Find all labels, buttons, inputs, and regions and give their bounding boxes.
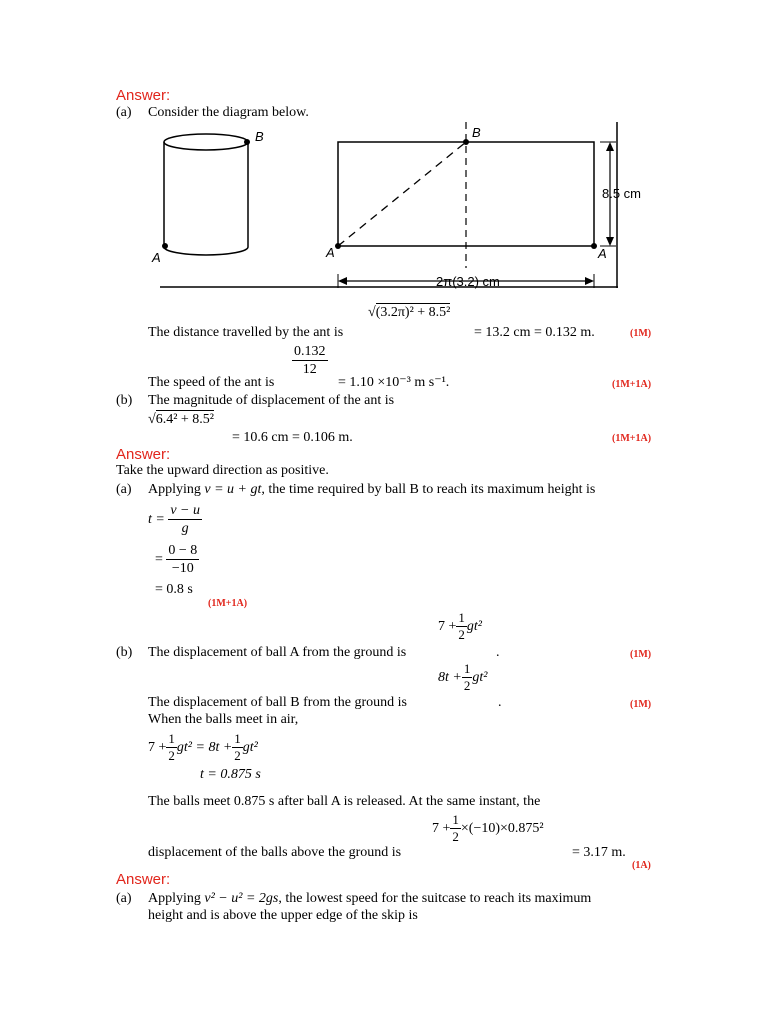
height-expr-post: ×(−10)×0.875²: [460, 820, 544, 836]
time-numerator-values: 0 − 8: [166, 543, 199, 560]
half-numerator: 1: [456, 611, 467, 627]
rect-point-a-left: [335, 243, 341, 249]
unrolled-rectangle: [335, 122, 597, 268]
ball-b-expr-pre: 8t +: [438, 669, 462, 685]
speed-result: = 1.10 ×10⁻³ m s⁻¹.: [338, 375, 450, 390]
time-numerator-symbolic: v − u: [168, 503, 202, 520]
suitcase-description: , the lowest speed for the suitcase to reach its maximum: [278, 891, 592, 906]
part-b-label-2: (b): [116, 645, 133, 660]
rect-label-b: B: [472, 125, 481, 140]
half-denominator: 2: [458, 627, 465, 643]
part-a-text-2: [148, 483, 595, 497]
height-expression: [432, 813, 544, 845]
time-mark: (1M+1A): [208, 598, 248, 609]
applying-text: Applying: [148, 482, 201, 497]
half-numerator-b: 1: [462, 662, 473, 678]
cylinder-point-a: [162, 243, 168, 249]
kinematic-equation: v² − u² = 2gs: [204, 891, 279, 906]
part-b-text: The magnitude of displacement of the ant is: [148, 393, 395, 408]
time-description: , the time required by ball B to reach its maximum height is: [261, 482, 596, 497]
ball-a-expr-post: gt²: [466, 618, 482, 634]
part-b-label: (b): [116, 393, 133, 408]
meet-eq-left: 7 +: [148, 739, 167, 755]
meet-equation: [148, 732, 258, 764]
distance-text: The distance travelled by the ant is: [148, 325, 344, 340]
half-denominator-c: 2: [168, 748, 175, 764]
meet-time: [200, 768, 261, 782]
half-denominator-e: 2: [452, 829, 459, 845]
rect-point-a-right: [591, 243, 597, 249]
displacement-radicand: 6.4² + 8.5²: [155, 412, 214, 427]
time-denominator-values: −10: [171, 561, 194, 577]
velocity-equation: v = u + gt: [204, 482, 262, 497]
width-label: 2π(3.2) cm: [436, 274, 500, 289]
ball-b-mark: (1M): [630, 699, 652, 710]
meet-eq-right: gt²: [242, 739, 258, 755]
meet-time-value: t = 0.875 s: [200, 767, 261, 782]
speed-denominator: 12: [302, 362, 317, 378]
answer-heading-1: Answer:: [116, 87, 171, 104]
meet-text: When the balls meet in air,: [148, 712, 299, 727]
ball-a-text: The displacement of ball A from the ground is: [148, 645, 407, 660]
period-1: .: [496, 645, 500, 660]
ant-path-line: [338, 142, 466, 246]
rect-label-a-left: A: [326, 245, 335, 260]
rect-label-a-right: A: [598, 246, 607, 261]
direction-intro: Take the upward direction as positive.: [116, 463, 329, 478]
cylinder-label-b: B: [255, 129, 264, 144]
height-result: = 3.17 m.: [572, 845, 626, 860]
part-a-intro: Consider the diagram below.: [148, 105, 309, 120]
part-a-label: (a): [116, 105, 132, 120]
half-denominator-d: 2: [234, 748, 241, 764]
ball-b-expression: [438, 662, 487, 694]
ball-a-mark: (1M): [630, 649, 652, 660]
ball-b-expr-post: gt²: [472, 669, 488, 685]
answer-heading-3: Answer:: [116, 871, 171, 888]
speed-mark: (1M+1A): [612, 379, 652, 390]
ant-path-diagram: [0, 0, 768, 300]
time-substitution: = $\frac{0 - 8}{-10}$: [155, 543, 198, 577]
ball-a-expr-pre: 7 +: [438, 618, 457, 634]
time-formula: [148, 503, 202, 537]
period-2: .: [498, 695, 502, 710]
distance-result: = 13.2 cm = 0.132 m.: [474, 325, 595, 340]
half-numerator-c: 1: [166, 732, 177, 748]
distance-mark: (1M): [630, 328, 652, 339]
part-a-text-3-line2: height and is above the upper edge of the skip is: [148, 908, 418, 923]
displacement-mark: (1M+1A): [612, 433, 652, 444]
height-expr-pre: 7 +: [432, 820, 451, 836]
half-denominator-b: 2: [463, 678, 471, 694]
displacement-result: = 10.6 cm = 0.106 m.: [232, 430, 353, 445]
distance-radicand: (3.2π)² + 8.5²: [375, 305, 451, 320]
speed-fraction: [292, 344, 328, 378]
meet-eq-mid: gt² = 8t +: [176, 739, 233, 755]
ball-b-text: The displacement of ball B from the ground is: [148, 695, 407, 710]
distance-expression: √(3.2π)² + 8.5²: [368, 305, 451, 320]
height-text: displacement of the balls above the ground is: [148, 845, 402, 860]
cylinder-point-b: [244, 139, 250, 145]
half-numerator-d: 1: [232, 732, 243, 748]
time-denominator-symbolic: g: [181, 521, 189, 537]
displacement-expression: √6.4² + 8.5²: [148, 412, 214, 427]
height-mark: (1A): [632, 860, 651, 871]
ball-a-expression: [438, 611, 482, 643]
meet-sentence: The balls meet 0.875 s after ball A is released. At the same instant, the: [148, 794, 541, 809]
part-a-text-3: [148, 892, 591, 906]
time-result: = 0.8 s: [155, 582, 193, 597]
answer-heading-2: Answer:: [116, 446, 171, 463]
speed-numerator: 0.132: [292, 344, 328, 361]
cylinder: [162, 134, 250, 255]
applying-text-3: Applying: [148, 891, 201, 906]
part-a-label-3: (a): [116, 891, 132, 906]
height-label: 8.5 cm: [602, 186, 642, 201]
part-a-label-2: (a): [116, 482, 132, 497]
half-numerator-e: 1: [450, 813, 461, 829]
speed-text: The speed of the ant is: [148, 375, 275, 390]
time-lhs: t =: [148, 511, 165, 527]
rect-point-b: [463, 139, 469, 145]
cylinder-label-a: A: [152, 250, 161, 265]
